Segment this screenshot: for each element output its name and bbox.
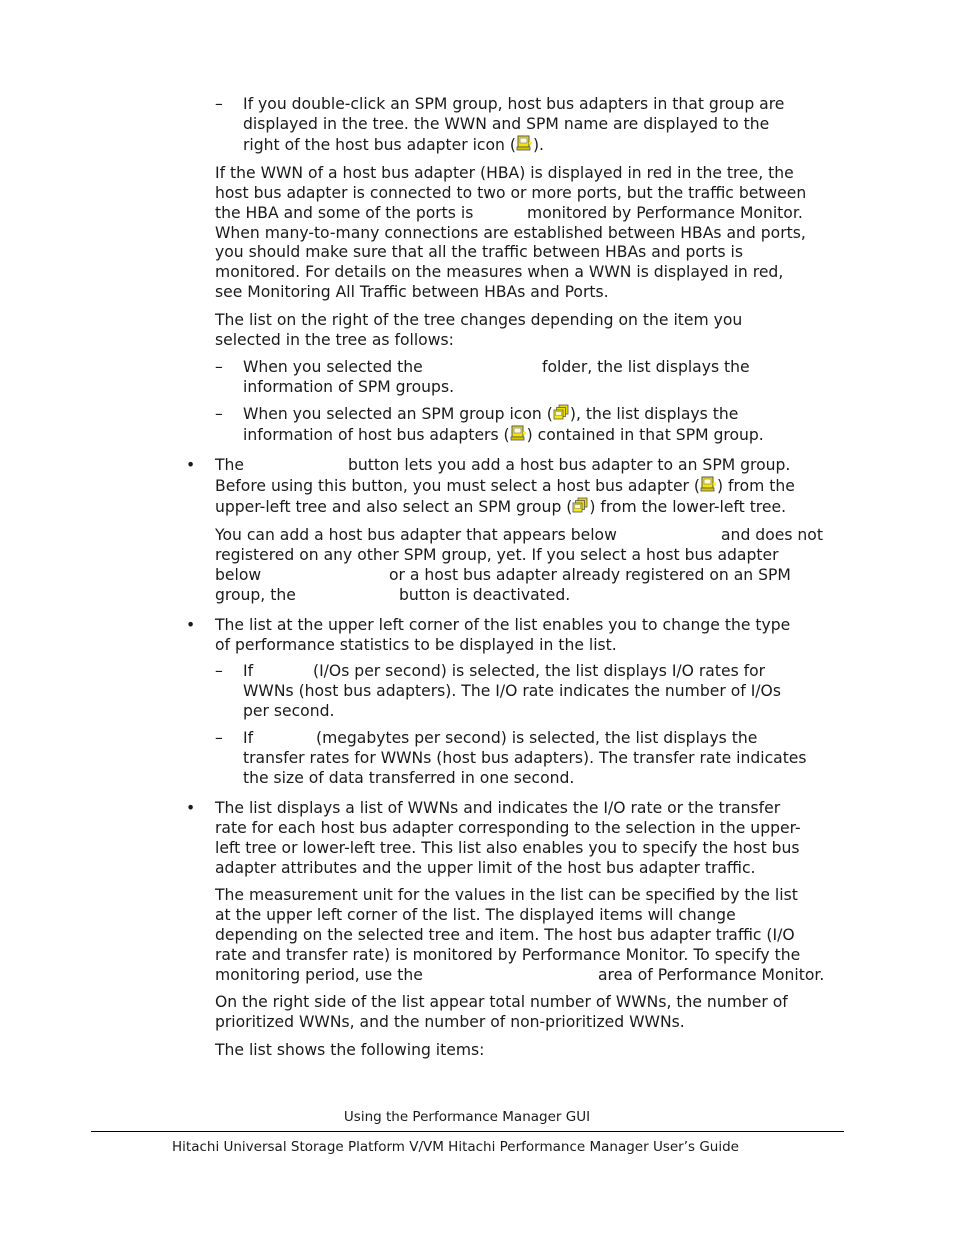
text-line: displayed in the tree. the WWN and SPM name are displayed to the — [243, 115, 770, 133]
text-line: information of host bus adapters ( ) contained in that SPM group. — [243, 426, 764, 444]
text-line: The list at the upper left corner of the list enables you to change the type — [215, 616, 791, 634]
text-line: The list displays a list of WWNs and indicates the I/O rate or the transfer — [215, 799, 781, 817]
text-line: When you selected the — [243, 358, 423, 376]
text-line: If — [243, 729, 254, 747]
text-line: (I/Os per second) is selected, the list displays I/O rates for — [313, 662, 766, 680]
spm-group-icon — [553, 404, 570, 422]
text-line: per second. — [243, 702, 335, 720]
dash-marker: – — [215, 405, 223, 423]
text-line: adapter attributes and the upper limit of the host bus adapter traffic. — [215, 859, 756, 877]
text-line: The — [215, 456, 245, 474]
text-line: registered on any other SPM group, yet. If you select a host bus adapter — [215, 546, 779, 564]
text-line: you should make sure that all the traffic between HBAs and ports is — [215, 243, 744, 261]
bullet-marker: • — [186, 456, 196, 474]
host-bus-adapter-icon — [510, 425, 527, 443]
text-line: When many-to-many connections are established between HBAs and ports, — [215, 224, 806, 242]
footer-section-title: Using the Performance Manager GUI — [343, 1109, 591, 1125]
text-line: of performance statistics to be displayed in the list. — [215, 636, 617, 654]
host-bus-adapter-icon — [700, 476, 717, 494]
dash-marker: – — [215, 729, 223, 747]
text-line: monitoring period, use the — [215, 966, 423, 984]
text-line: If you double-click an SPM group, host bus adapters in that group are — [243, 95, 785, 113]
footer-divider — [91, 1131, 844, 1132]
dash-marker: – — [215, 662, 223, 680]
text-line: see Monitoring All Traffic between HBAs and Ports. — [215, 283, 609, 301]
text-line: On the right side of the list appear total number of WWNs, the number of — [215, 993, 788, 1011]
host-bus-adapter-icon — [516, 135, 533, 153]
text-line: information of SPM groups. — [243, 378, 455, 396]
text-line: the HBA and some of the ports is — [215, 204, 474, 222]
text-line: If the WWN of a host bus adapter (HBA) is displayed in red in the tree, the — [215, 164, 794, 182]
text-line: the size of data transferred in one second. — [243, 769, 575, 787]
text-line: The list on the right of the tree changes depending on the item you — [215, 311, 743, 329]
text-line: or a host bus adapter already registered on an SPM — [389, 566, 791, 584]
text-line: Before using this button, you must select a host bus adapter ( ) from the — [215, 477, 795, 495]
text-line: and does not — [721, 526, 823, 544]
text-line: right of the host bus adapter icon ( ). — [243, 136, 545, 154]
text-line: WWNs (host bus adapters). The I/O rate indicates the number of I/Os — [243, 682, 781, 700]
text-line: If — [243, 662, 254, 680]
text-line: folder, the list displays the — [542, 358, 750, 376]
dash-marker: – — [215, 95, 223, 113]
bullet-marker: • — [186, 616, 196, 634]
text-line: at the upper left corner of the list. The displayed items will change — [215, 906, 736, 924]
text-line: area of Performance Monitor. — [598, 966, 825, 984]
spm-group-icon — [572, 497, 589, 515]
dash-marker: – — [215, 358, 223, 376]
text-line: below — [215, 566, 262, 584]
text-line: (megabytes per second) is selected, the list displays the — [316, 729, 758, 747]
bullet-marker: • — [186, 799, 196, 817]
text-line: monitored. For details on the measures when a WWN is displayed in red, — [215, 263, 784, 281]
text-line: monitored by Performance Monitor. — [527, 204, 803, 222]
text-line: You can add a host bus adapter that appears below — [215, 526, 617, 544]
text-line: The measurement unit for the values in the list can be specified by the list — [215, 886, 798, 904]
text-line: rate and transfer rate) is monitored by Performance Monitor. To specify the — [215, 946, 801, 964]
text-line: The list shows the following items: — [215, 1041, 485, 1059]
footer-guide-title: Hitachi Universal Storage Platform V/VM Hitachi Performance Manager User’s Guide — [172, 1139, 739, 1155]
text-line: depending on the selected tree and item. The host bus adapter traffic (I/O — [215, 926, 795, 944]
text-line: prioritized WWNs, and the number of non-prioritized WWNs. — [215, 1013, 685, 1031]
text-line: rate for each host bus adapter corresponding to the selection in the upper- — [215, 819, 801, 837]
text-line: group, the — [215, 586, 296, 604]
text-line: button is deactivated. — [399, 586, 571, 604]
text-line: host bus adapter is connected to two or more ports, but the traffic between — [215, 184, 807, 202]
text-line: button lets you add a host bus adapter to an SPM group. — [348, 456, 791, 474]
text-line: upper-left tree and also select an SPM group ( ) from the lower-left tree. — [215, 498, 787, 516]
text-line: transfer rates for WWNs (host bus adapters). The transfer rate indicates — [243, 749, 807, 767]
text-line: selected in the tree as follows: — [215, 331, 454, 349]
text-line: left tree or lower-left tree. This list also enables you to specify the host bus — [215, 839, 800, 857]
text-line: When you selected an SPM group icon ( ), the list displays the — [243, 405, 739, 423]
